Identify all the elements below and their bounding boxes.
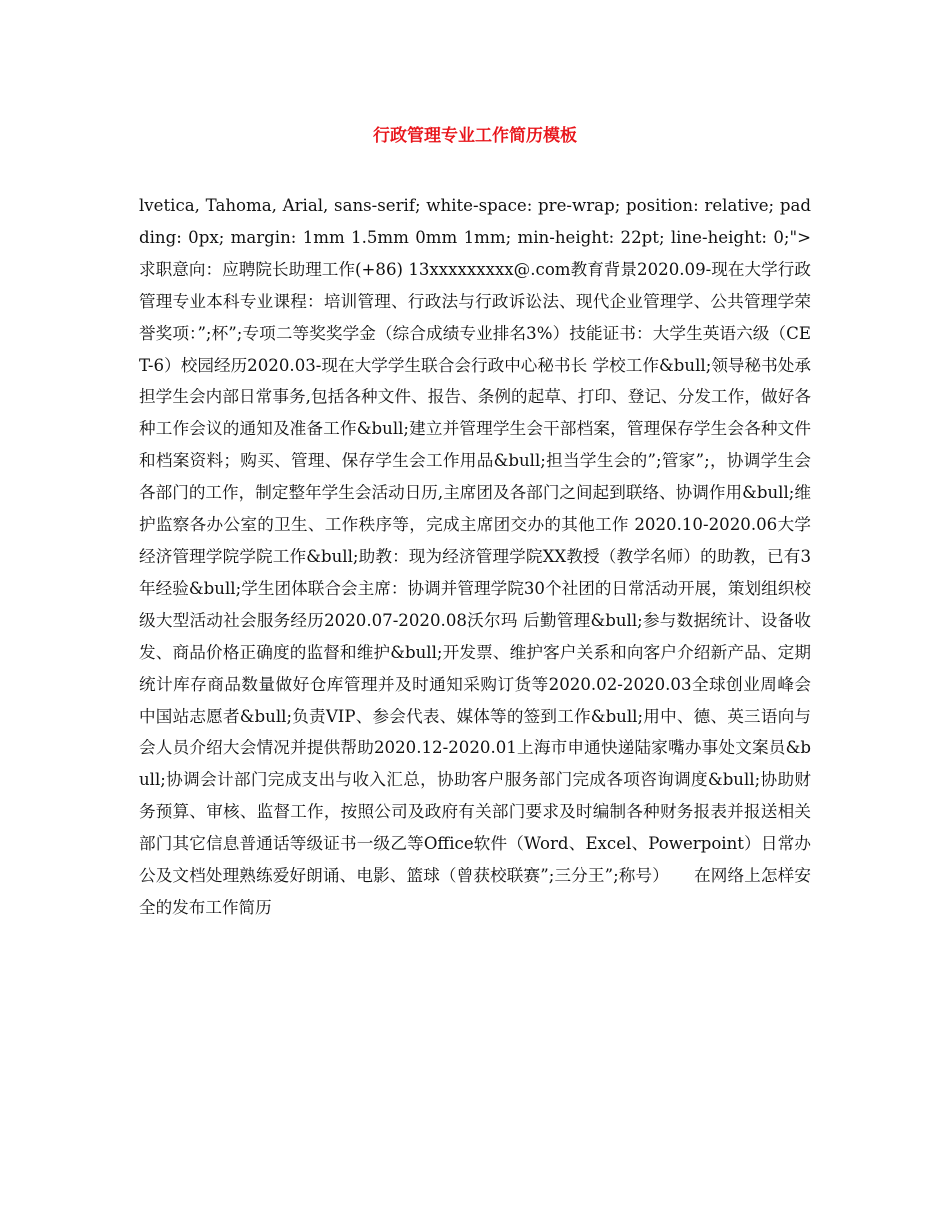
document-title: 行政管理专业工作简历模板: [373, 126, 577, 146]
document-body-text: lvetica, Tahoma, Arial, sans-serif; white-space: pre-wrap; position: relative; padding: 0px; margin: 1mm 1.5mm 0mm 1mm; min-height: 22pt; line-height: 0;">求职意向：应聘院长助理工作(+86) 13xxxxxxxxx@.com教育背景2020.09-现在大学行政管理专业本科专业课程：培训管理、行政法与行政诉讼法、现代企业管理学、公共管理学荣誉奖项：”;杯”;专项二等奖奖学金（综合成绩专业排名3%）技能证书：大学生英语六级（CET-6）校园经历2020.03-现在大学学生联合会行政中心秘书长 学校工作&bull;领导秘书处承担学生会内部日常事务,包括各种文件、报告、条例的起草、打印、登记、分发工作，做好各种工作会议的通知及准备工作&bull;建立并管理学生会干部档案，管理保存学生会各种文件和档案资料；购买、管理、保存学生会工作用品&bull;担当学生会的”;管家”;，协调学生会各部门的工作，制定整年学生会活动日历,主席团及各部门之间起到联络、协调作用&bull;维护监察各办公室的卫生、工作秩序等，完成主席团交办的其他工作 2020.10-2020.06大学经济管理学院学院工作&bull;助教：现为经济管理学院XX教授（教学名师）的助教，已有3年经验&bull;学生团体联合会主席：协调并管理学院30个社团的日常活动开展，策划组织校级大型活动社会服务经历2020.07-2020.08沃尔玛 后勤管理&bull;参与数据统计、设备收发、商品价格正确度的监督和维护&bull;开发票、维护客户关系和向客户介绍新产品、定期统计库存商品数量做好仓库管理并及时通知采购订货等2020.02-2020.03全球创业周峰会中国站志愿者&bull;负责VIP、参会代表、媒体等的签到工作&bull;用中、德、英三语向与会人员介绍大会情况并提供帮助2020.12-2020.01上海市申通快递陆家嘴办事处文案员&bull;协调会计部门完成支出与收入汇总，协助客户服务部门完成各项咨询调度&bull;协助财务预算、审核、监督工作，按照公司及政府有关部门要求及时编制各种财务报表并报送相关部门其它信息普通话等级证书一级乙等Office软件（Word、Excel、Powerpoint）日常办公及文档处理熟练爱好朗诵、电影、篮球（曾获校联赛”;三分王”;称号） 在网络上怎样安全的发布工作简历: [139, 196, 811, 917]
